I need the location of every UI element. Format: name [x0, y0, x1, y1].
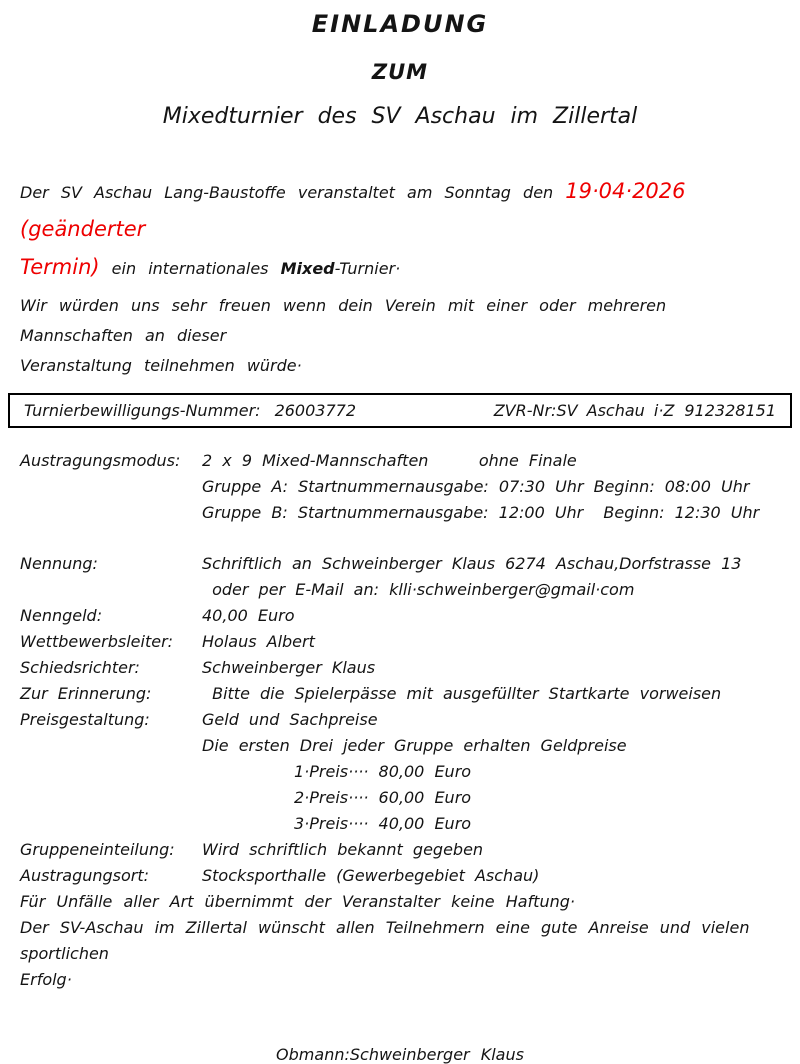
- detail-label: [20, 759, 202, 785]
- prize-value: 3·Preis···· 40,00 Euro: [294, 814, 472, 833]
- prize-row-1: [20, 759, 780, 785]
- zvr-number-label: ZVR-Nr:SV Aschau i·Z: [493, 401, 675, 420]
- detail-row-wettbewerbsleiter: [20, 629, 780, 655]
- detail-label: Austragungsmodus:: [20, 451, 181, 470]
- detail-row-geldpreise-info: [20, 733, 780, 759]
- detail-label: Gruppeneinteilung:: [20, 840, 175, 859]
- document-subtitle: ZUM: [371, 60, 429, 84]
- event-title: Mixedturnier des SV Aschau im Zillertal: [162, 104, 638, 129]
- zvr-number-value: 912328151: [684, 401, 776, 420]
- closing-paragraph: [20, 889, 780, 993]
- permit-number-label: Turnierbewilligungs-Nummer:: [24, 401, 261, 420]
- prize-value: 2·Preis···· 60,00 Euro: [294, 788, 472, 807]
- detail-row-preisgestaltung: [20, 707, 780, 733]
- detail-row-email: [20, 577, 780, 603]
- detail-row-nennung: [20, 551, 780, 577]
- detail-value: 2 x 9 Mixed-Mannschaften ohne Finale: [202, 451, 577, 470]
- prize-row-2: [20, 785, 780, 811]
- details-section: [20, 448, 780, 889]
- liability-note: Für Unfälle aller Art übernimmt der Veranstalter keine Haftung·: [20, 892, 575, 911]
- detail-value: Holaus Albert: [202, 632, 315, 651]
- detail-value: 40,00 Euro: [202, 606, 295, 625]
- detail-value: Schriftlich an Schweinberger Klaus 6274 Aschau,Dorfstrasse 13: [202, 554, 742, 573]
- changed-date-highlight: 19·04·2026 (geänderter: [20, 179, 686, 241]
- signature-line: Obmann:Schweinberger Klaus: [276, 1045, 524, 1064]
- detail-row-gruppe-a: [20, 474, 780, 500]
- detail-label: [20, 785, 202, 811]
- detail-value: Gruppe A: Startnummernausgabe: 07:30 Uhr Beginn: 08:00 Uhr: [202, 477, 750, 496]
- detail-label: Preisgestaltung:: [20, 710, 150, 729]
- intro-line1-text: Der SV Aschau Lang-Baustoffe veranstaltet am Sonntag den: [20, 183, 566, 202]
- intro-paragraph-invite: [20, 291, 780, 381]
- wishes-line1: Der SV-Aschau im Zillertal wünscht allen Teilnehmern eine gute Anreise und vielen sportlichen: [20, 918, 750, 963]
- permit-number-value: 26003772: [274, 401, 356, 420]
- detail-label: Wettbewerbsleiter:: [20, 632, 174, 651]
- detail-value: Geld und Sachpreise: [202, 710, 378, 729]
- invite-line2: Veranstaltung teilnehmen würde·: [20, 356, 302, 375]
- detail-value: Schweinberger Klaus: [202, 658, 376, 677]
- intro-line2-text-end: -Turnier·: [334, 259, 401, 278]
- detail-value: Stocksporthalle (Gewerbegebiet Aschau): [202, 866, 540, 885]
- detail-label: Nennung:: [20, 554, 98, 573]
- detail-row-erinnerung: [20, 681, 780, 707]
- mixed-bold-text: Mixed: [280, 259, 335, 278]
- detail-value: Gruppe B: Startnummernausgabe: 12:00 Uhr Beginn: 12:30 Uhr: [202, 503, 760, 522]
- detail-label: [20, 577, 202, 603]
- prize-row-3: [20, 811, 780, 837]
- detail-row-austragungsort: [20, 863, 780, 889]
- detail-value: Wird schriftlich bekannt gegeben: [202, 840, 484, 859]
- detail-value: Bitte die Spielerpässe mit ausgefüllter Startkarte vorweisen: [202, 684, 722, 703]
- wishes-line2: Erfolg·: [20, 970, 72, 989]
- detail-row-gruppeneinteilung: [20, 837, 780, 863]
- detail-label: [20, 811, 202, 837]
- detail-label: Zur Erinnerung:: [20, 684, 152, 703]
- detail-label: [20, 474, 202, 500]
- email-address-text: oder per E-Mail an: klli·schweinberger@gmail·com: [202, 580, 635, 599]
- permit-box: [8, 393, 792, 428]
- invite-line1: Wir würden uns sehr freuen wenn dein Verein mit einer oder mehreren Mannschaften an dieser: [20, 296, 667, 345]
- detail-value: Die ersten Drei jeder Gruppe erhalten Geldpreise: [202, 736, 627, 755]
- detail-row-nenngeld: [20, 603, 780, 629]
- intro-line2-text: ein internationales: [99, 259, 281, 278]
- detail-row-schiedsrichter: [20, 655, 780, 681]
- detail-label: Schiedsrichter:: [20, 658, 140, 677]
- detail-label: [20, 500, 202, 526]
- permit-number: [24, 401, 356, 420]
- changed-date-highlight-continued: Termin): [20, 255, 100, 279]
- detail-row-austragungsmodus: [20, 448, 780, 474]
- detail-label: [20, 733, 202, 759]
- prize-value: 1·Preis···· 80,00 Euro: [294, 762, 472, 781]
- detail-label: Nenngeld:: [20, 606, 103, 625]
- document-title: EINLADUNG: [311, 10, 489, 38]
- intro-paragraph-date: [20, 173, 780, 287]
- detail-row-gruppe-b: [20, 500, 780, 526]
- zvr-number: [494, 401, 776, 420]
- detail-label: Austragungsort:: [20, 866, 150, 885]
